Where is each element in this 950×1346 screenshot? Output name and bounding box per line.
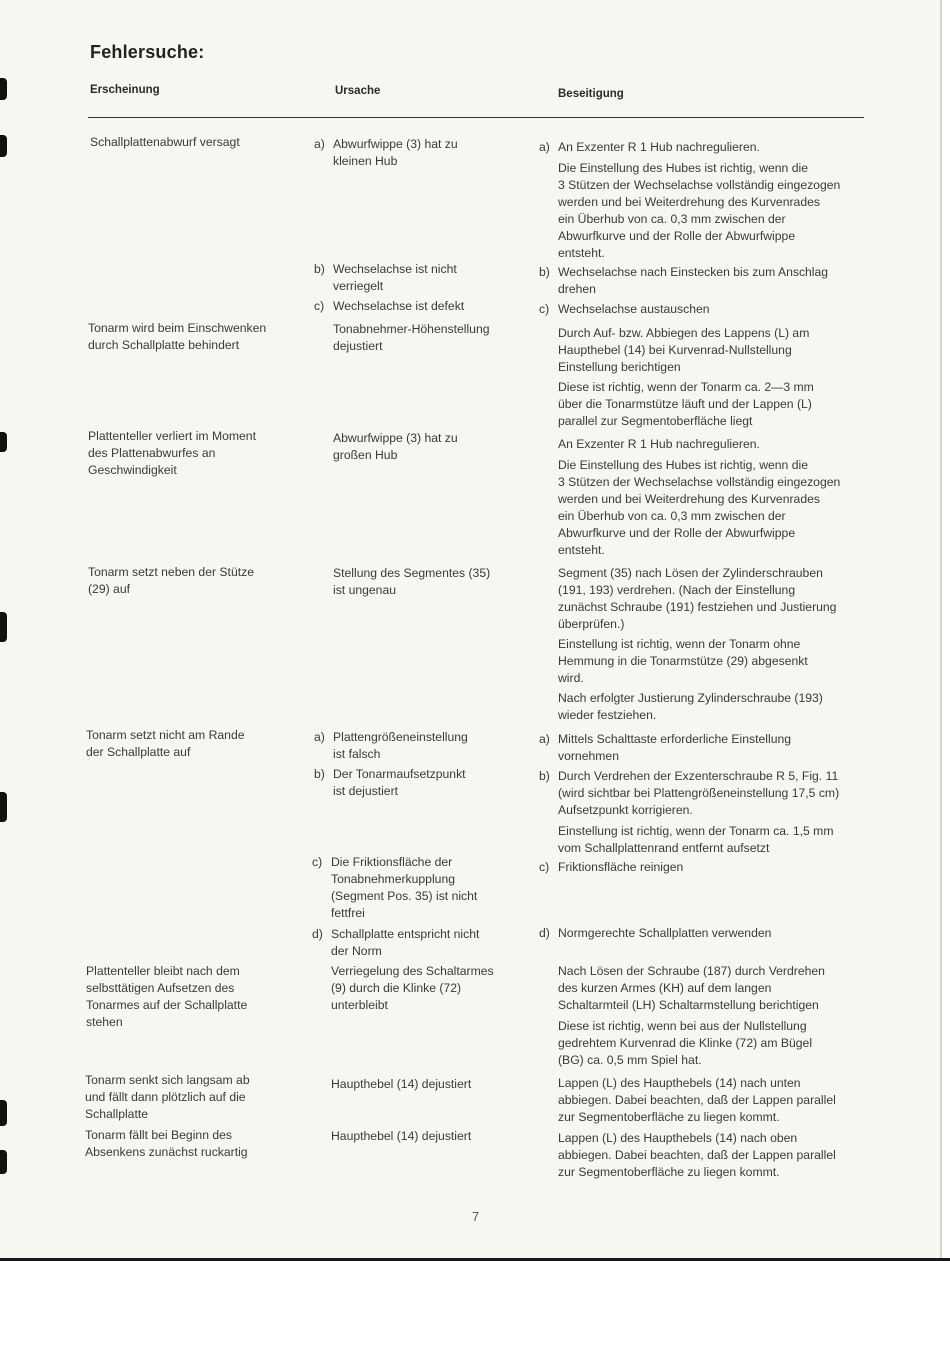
punch-hole-mark xyxy=(0,1150,7,1174)
cause-cell xyxy=(314,729,524,763)
remedy-cell xyxy=(539,139,879,156)
cause-cell-text: Plattengrößeneinstellung ist falsch xyxy=(333,730,468,761)
remedy-cell-text: An Exzenter R 1 Hub nachregulieren. xyxy=(558,140,760,154)
symptom-cell: Tonarm setzt neben der Stütze (29) auf xyxy=(88,565,254,596)
remedy-cell xyxy=(539,160,879,262)
cause-cell xyxy=(312,963,522,1014)
item-marker: a) xyxy=(314,730,325,744)
cause-cell-text: Die Friktionsfläche der Tonabnehmerkupplung (Segment Pos. 35) ist nicht fettfrei xyxy=(331,855,478,920)
symptom-cell: Tonarm setzt nicht am Rande der Schallplatte auf xyxy=(86,728,245,759)
punch-hole-mark xyxy=(0,1100,7,1126)
remedy-cell xyxy=(539,963,879,1014)
punch-hole-mark xyxy=(0,135,7,157)
item-marker: c) xyxy=(314,299,325,313)
remedy-cell-text: Einstellung ist richtig, wenn der Tonarm ohne Hemmung in die Tonarmstütze (29) abgesenkt wird. xyxy=(558,637,808,685)
remedy-cell-text: Die Einstellung des Hubes ist richtig, wenn die 3 Stützen der Wechselachse vollständig eingezogen werden und bei Weiterdrehung des Kurvenrades ein Überhub von ca. 0,3 mm zwischen der Abwurfkurve und der Rolle der Abwurfwippe entsteht. xyxy=(558,161,841,260)
symptom-cell: Tonarm senkt sich langsam ab und fällt dann plötzlich auf die Schallplatte xyxy=(85,1073,250,1121)
item-marker: b) xyxy=(539,769,550,783)
page-title: Fehlersuche: xyxy=(90,42,205,62)
remedy-cell xyxy=(539,264,879,298)
item-marker: c) xyxy=(312,855,323,869)
page-edge xyxy=(940,0,950,1262)
cause-cell-text: Abwurfwippe (3) hat zu kleinen Hub xyxy=(333,137,458,168)
item-marker: a) xyxy=(539,140,550,154)
remedy-cell xyxy=(539,636,879,687)
cause-cell xyxy=(312,926,522,960)
item-marker: b) xyxy=(539,265,550,279)
remedy-cell xyxy=(539,768,879,819)
column-header-cause: Ursache xyxy=(335,85,381,97)
symptom-cell: Plattenteller bleibt nach dem selbsttätigen Aufsetzen des Tonarmes auf der Schallplatte stehen xyxy=(86,964,248,1029)
symptom-cell: Tonarm fällt bei Beginn des Absenkens zunächst ruckartig xyxy=(85,1128,248,1159)
item-marker: d) xyxy=(312,927,323,941)
remedy-cell-text: Wechselachse austauschen xyxy=(558,302,710,316)
remedy-cell xyxy=(539,565,879,633)
cause-cell xyxy=(314,321,524,355)
remedy-cell-text: Lappen (L) des Haupthebels (14) nach unten abbiegen. Dabei beachten, daß der Lappen parallel zur Segmentoberfläche zu liegen kommt. xyxy=(558,1076,836,1124)
remedy-cell xyxy=(539,325,879,376)
column-header-symptom: Erscheinung xyxy=(90,84,160,96)
remedy-cell xyxy=(539,823,879,857)
symptom-cell: Tonarm wird beim Einschwenken durch Schallplatte behindert xyxy=(88,321,267,352)
remedy-cell-text: Diese ist richtig, wenn bei aus der Nullstellung gedrehtem Kurvenrad die Klinke (72) am Bügel (BG) ca. 0,5 mm Spiel hat. xyxy=(558,1019,813,1067)
item-marker: d) xyxy=(539,926,550,940)
cause-cell-text: Wechselachse ist nicht verriegelt xyxy=(333,262,457,293)
cause-cell xyxy=(314,298,524,315)
remedy-cell xyxy=(539,1075,879,1126)
remedy-cell xyxy=(539,301,879,318)
header-divider xyxy=(88,117,864,118)
remedy-cell xyxy=(539,731,879,765)
remedy-cell-text: Wechselachse nach Einstecken bis zum Anschlag drehen xyxy=(558,265,829,296)
remedy-cell xyxy=(539,925,879,942)
cause-cell xyxy=(314,565,524,599)
cause-cell xyxy=(314,136,524,170)
item-marker: b) xyxy=(314,767,325,781)
remedy-cell xyxy=(539,436,879,453)
cause-cell-text: Der Tonarmaufsetzpunkt ist dejustiert xyxy=(333,767,466,798)
symptom-cell: Plattenteller verliert im Moment des Plattenabwurfes an Geschwindigkeit xyxy=(88,429,256,477)
cause-cell-text: Tonabnehmer-Höhenstellung dejustiert xyxy=(333,322,490,353)
cause-cell-text: Haupthebel (14) dejustiert xyxy=(331,1129,472,1143)
cause-cell-text: Schallplatte entspricht nicht der Norm xyxy=(331,927,480,958)
remedy-cell xyxy=(539,1130,879,1181)
remedy-cell xyxy=(539,379,879,430)
punch-hole-mark xyxy=(0,612,7,642)
column-header-remedy: Beseitigung xyxy=(558,88,624,100)
item-marker: c) xyxy=(539,302,550,316)
cause-cell-text: Haupthebel (14) dejustiert xyxy=(331,1077,472,1091)
remedy-cell xyxy=(539,457,879,559)
item-marker: a) xyxy=(539,732,550,746)
cause-cell-text: Verriegelung des Schaltarmes (9) durch die Klinke (72) unterbleibt xyxy=(331,964,494,1012)
cause-cell xyxy=(312,1076,522,1093)
remedy-cell xyxy=(539,859,879,876)
remedy-cell xyxy=(539,690,879,724)
remedy-cell-text: An Exzenter R 1 Hub nachregulieren. xyxy=(558,437,760,451)
cause-cell-text: Wechselachse ist defekt xyxy=(333,299,465,313)
remedy-cell-text: Nach Lösen der Schraube (187) durch Verdrehen des kurzen Armes (KH) auf dem langen Schaltarmteil (LH) Schaltarmstellung berichtigen xyxy=(558,964,825,1012)
cause-cell xyxy=(314,261,524,295)
remedy-cell-text: Einstellung ist richtig, wenn der Tonarm ca. 1,5 mm vom Schallplattenrand entfernt aufsetzt xyxy=(558,824,834,855)
item-marker: b) xyxy=(314,262,325,276)
item-marker: c) xyxy=(539,860,550,874)
punch-hole-mark xyxy=(0,432,7,452)
page-number: 7 xyxy=(472,1209,480,1224)
cause-cell xyxy=(314,430,524,464)
item-marker: a) xyxy=(314,137,325,151)
punch-hole-mark xyxy=(0,78,7,100)
cause-cell-text: Abwurfwippe (3) hat zu großen Hub xyxy=(333,431,458,462)
remedy-cell-text: Lappen (L) des Haupthebels (14) nach oben abbiegen. Dabei beachten, daß der Lappen parallel zur Segmentoberfläche zu liegen kommt. xyxy=(558,1131,836,1179)
remedy-cell xyxy=(539,1018,879,1069)
remedy-cell-text: Die Einstellung des Hubes ist richtig, wenn die 3 Stützen der Wechselachse vollständig eingezogen werden und bei Weiterdrehung des Kurvenrades ein Überhub von ca. 0,3 mm zwischen der Abwurfkurve und der Rolle der Abwurfwippe entsteht. xyxy=(558,458,841,557)
remedy-cell-text: Durch Verdrehen der Exzenterschraube R 5, Fig. 11 (wird sichtbar bei Plattengrößeneinstellung 17,5 cm) Aufsetzpunkt korrigieren. xyxy=(558,769,840,817)
remedy-cell-text: Mittels Schalttaste erforderliche Einstellung vornehmen xyxy=(558,732,792,763)
punch-hole-mark xyxy=(0,792,7,822)
remedy-cell-text: Nach erfolgter Justierung Zylinderschraube (193) wieder festziehen. xyxy=(558,691,823,722)
scan-bottom-margin xyxy=(0,1258,950,1346)
remedy-cell-text: Friktionsfläche reinigen xyxy=(558,860,684,874)
remedy-cell-text: Durch Auf- bzw. Abbiegen des Lappens (L) am Haupthebel (14) bei Kurvenrad-Nullstellung Einstellung berichtigen xyxy=(558,326,810,374)
cause-cell xyxy=(314,766,524,800)
remedy-cell-text: Normgerechte Schallplatten verwenden xyxy=(558,926,772,940)
remedy-cell-text: Diese ist richtig, wenn der Tonarm ca. 2—3 mm über die Tonarmstütze läuft und der Lappen (L) parallel zur Segmentoberfläche liegt xyxy=(558,380,814,428)
cause-cell xyxy=(312,1128,522,1145)
cause-cell-text: Stellung des Segmentes (35) ist ungenau xyxy=(333,566,491,597)
symptom-cell: Schallplattenabwurf versagt xyxy=(90,135,240,149)
cause-cell xyxy=(312,854,522,922)
remedy-cell-text: Segment (35) nach Lösen der Zylinderschrauben (191, 193) verdrehen. (Nach der Einstellung zunächst Schraube (191) festziehen und Justierung überprüfen.) xyxy=(558,566,837,631)
